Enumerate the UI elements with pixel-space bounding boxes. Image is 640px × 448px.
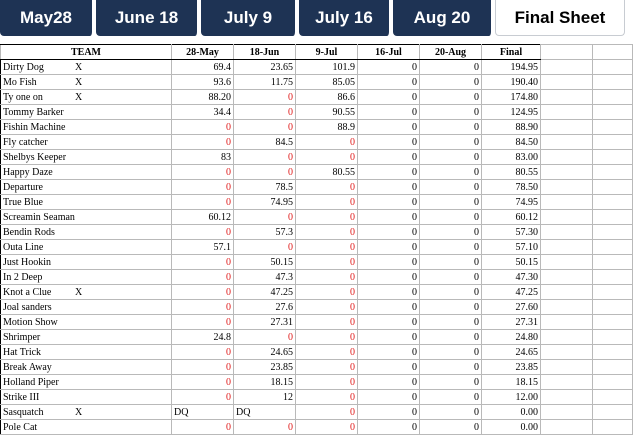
empty-cell[interactable] [593, 60, 633, 75]
score-cell[interactable]: 0 [296, 390, 358, 405]
score-cell[interactable]: DQ [234, 405, 296, 420]
score-cell[interactable]: 86.6 [296, 90, 358, 105]
empty-cell[interactable] [593, 135, 633, 150]
table-row [1, 315, 633, 330]
table-row [1, 135, 633, 150]
score-cell[interactable]: 0 [420, 195, 482, 210]
score-cell[interactable]: 0 [358, 315, 420, 330]
score-cell[interactable]: 85.05 [296, 75, 358, 90]
final-score-cell[interactable]: 57.10 [482, 240, 541, 255]
score-cell[interactable]: 47.3 [234, 270, 296, 285]
empty-cell[interactable] [593, 315, 633, 330]
empty-cell[interactable] [593, 405, 633, 420]
team-cell[interactable] [1, 270, 172, 285]
score-cell[interactable]: 0 [296, 330, 358, 345]
score-cell[interactable]: 0 [420, 345, 482, 360]
header-team: TEAM [1, 45, 172, 60]
score-cell[interactable]: 0 [234, 90, 296, 105]
score-cell[interactable]: 0 [420, 300, 482, 315]
header-20-aug: 20-Aug [420, 45, 482, 60]
team-name: Bendin Rods [3, 226, 55, 238]
empty-cell[interactable] [541, 345, 593, 360]
empty-cell[interactable] [593, 300, 633, 315]
score-cell[interactable]: 0 [358, 150, 420, 165]
empty-cell[interactable] [593, 330, 633, 345]
empty-cell[interactable] [593, 420, 633, 435]
team-name: Fishin Machine [3, 121, 66, 133]
score-cell[interactable]: 88.20 [172, 90, 234, 105]
final-score-cell[interactable]: 194.95 [482, 60, 541, 75]
team-cell[interactable] [1, 405, 172, 420]
score-cell[interactable]: 0 [296, 255, 358, 270]
score-cell[interactable]: 0 [420, 180, 482, 195]
team-name: True Blue [3, 196, 43, 208]
score-cell[interactable]: 0 [234, 165, 296, 180]
empty-cell[interactable] [541, 300, 593, 315]
score-cell[interactable]: 0 [358, 420, 420, 435]
table-row [1, 165, 633, 180]
score-cell[interactable]: 0 [420, 75, 482, 90]
score-cell[interactable]: 27.6 [234, 300, 296, 315]
score-cell[interactable]: 0 [358, 180, 420, 195]
score-cell[interactable]: 34.4 [172, 105, 234, 120]
team-name: Shrimper [3, 331, 41, 343]
table-row [1, 225, 633, 240]
team-name: Knot a Clue [3, 286, 52, 298]
score-cell[interactable]: 0 [172, 120, 234, 135]
header-final: Final [482, 45, 541, 60]
empty-cell[interactable] [541, 360, 593, 375]
empty-cell[interactable] [541, 45, 593, 60]
empty-cell[interactable] [593, 255, 633, 270]
empty-cell[interactable] [593, 225, 633, 240]
empty-cell[interactable] [541, 390, 593, 405]
score-cell[interactable]: 0 [234, 105, 296, 120]
team-mark: X [75, 286, 83, 298]
team-name: Motion Show [3, 316, 58, 328]
team-cell[interactable] [1, 105, 172, 120]
team-cell[interactable] [1, 285, 172, 300]
table-row [1, 150, 633, 165]
empty-cell[interactable] [593, 105, 633, 120]
score-cell[interactable]: 69.4 [172, 60, 234, 75]
team-cell[interactable] [1, 60, 172, 75]
empty-cell[interactable] [541, 315, 593, 330]
empty-cell[interactable] [541, 105, 593, 120]
score-cell[interactable]: 88.9 [296, 120, 358, 135]
final-score-cell[interactable]: 12.00 [482, 390, 541, 405]
team-cell[interactable] [1, 420, 172, 435]
empty-cell[interactable] [541, 285, 593, 300]
team-name: Break Away [3, 361, 52, 373]
team-cell[interactable] [1, 120, 172, 135]
score-cell[interactable]: 0 [358, 195, 420, 210]
team-name: Ty one on [3, 91, 43, 103]
spreadsheet-grid [0, 44, 633, 435]
score-cell[interactable]: 0 [358, 90, 420, 105]
team-cell[interactable] [1, 330, 172, 345]
team-cell[interactable] [1, 360, 172, 375]
score-cell[interactable]: 80.55 [296, 165, 358, 180]
score-cell[interactable]: 0 [420, 330, 482, 345]
score-cell[interactable]: 0 [420, 240, 482, 255]
final-score-cell[interactable]: 0.00 [482, 420, 541, 435]
score-cell[interactable]: 0 [172, 180, 234, 195]
header-16-jul: 16-Jul [358, 45, 420, 60]
score-cell[interactable]: 0 [420, 225, 482, 240]
score-cell[interactable]: 18.15 [234, 375, 296, 390]
score-cell[interactable]: 60.12 [172, 210, 234, 225]
team-mark: X [75, 61, 83, 73]
empty-cell[interactable] [593, 210, 633, 225]
tab-july-16[interactable]: July 16 [299, 0, 391, 36]
table-row [1, 375, 633, 390]
empty-cell[interactable] [593, 180, 633, 195]
score-cell[interactable]: 0 [296, 345, 358, 360]
table-row [1, 345, 633, 360]
score-cell[interactable]: 0 [358, 270, 420, 285]
score-cell[interactable]: 24.8 [172, 330, 234, 345]
score-cell[interactable]: 0 [296, 375, 358, 390]
score-cell[interactable]: 0 [420, 210, 482, 225]
tab-final-sheet[interactable]: Final Sheet [495, 0, 625, 36]
score-cell[interactable]: 0 [172, 165, 234, 180]
score-cell[interactable]: 0 [420, 150, 482, 165]
team-cell[interactable] [1, 300, 172, 315]
score-cell[interactable]: 0 [172, 270, 234, 285]
score-cell[interactable]: 74.95 [234, 195, 296, 210]
team-cell[interactable] [1, 225, 172, 240]
score-cell[interactable]: 0 [420, 90, 482, 105]
team-name: Strike III [3, 391, 40, 403]
team-mark: X [75, 406, 83, 418]
table-row [1, 180, 633, 195]
score-cell[interactable]: 0 [358, 75, 420, 90]
score-cell[interactable]: 0 [296, 225, 358, 240]
tab-may28[interactable]: May28 [0, 0, 94, 36]
team-name: Fly catcher [3, 136, 48, 148]
final-score-cell[interactable]: 47.30 [482, 270, 541, 285]
score-cell[interactable]: 0 [234, 150, 296, 165]
score-cell[interactable]: 0 [358, 375, 420, 390]
table-row [1, 360, 633, 375]
empty-cell[interactable] [541, 330, 593, 345]
tab-july-9[interactable]: July 9 [201, 0, 297, 36]
tab-june-18[interactable]: June 18 [96, 0, 199, 36]
table-row [1, 195, 633, 210]
score-cell[interactable]: 0 [420, 165, 482, 180]
final-score-cell[interactable]: 50.15 [482, 255, 541, 270]
empty-cell[interactable] [541, 195, 593, 210]
sheet-tab-bar [0, 0, 640, 40]
empty-cell[interactable] [541, 60, 593, 75]
empty-cell[interactable] [541, 405, 593, 420]
score-cell[interactable]: 0 [420, 315, 482, 330]
team-name: Holland Piper [3, 376, 59, 388]
score-cell[interactable]: 0 [420, 135, 482, 150]
empty-cell[interactable] [541, 270, 593, 285]
score-cell[interactable]: 0 [420, 285, 482, 300]
score-cell[interactable]: 0 [420, 360, 482, 375]
team-name: Tommy Barker [3, 106, 64, 118]
score-cell[interactable]: 0 [296, 150, 358, 165]
score-cell[interactable]: 0 [296, 270, 358, 285]
table-row [1, 390, 633, 405]
empty-cell[interactable] [593, 360, 633, 375]
score-cell[interactable]: 47.25 [234, 285, 296, 300]
score-cell[interactable]: 101.9 [296, 60, 358, 75]
score-cell[interactable]: 0 [420, 60, 482, 75]
empty-cell[interactable] [593, 120, 633, 135]
score-cell[interactable]: 0 [172, 135, 234, 150]
final-score-cell[interactable]: 23.85 [482, 360, 541, 375]
table-row [1, 285, 633, 300]
team-cell[interactable] [1, 165, 172, 180]
empty-cell[interactable] [593, 150, 633, 165]
empty-cell[interactable] [541, 255, 593, 270]
score-cell[interactable]: 0 [358, 60, 420, 75]
score-cell[interactable]: 0 [358, 360, 420, 375]
team-cell[interactable] [1, 90, 172, 105]
score-cell[interactable]: 0 [420, 270, 482, 285]
final-score-cell[interactable]: 74.95 [482, 195, 541, 210]
score-cell[interactable]: 93.6 [172, 75, 234, 90]
score-cell[interactable]: 0 [234, 240, 296, 255]
score-cell[interactable]: 0 [358, 390, 420, 405]
table-row [1, 90, 633, 105]
score-cell[interactable]: 0 [296, 405, 358, 420]
score-cell[interactable]: 0 [358, 255, 420, 270]
table-row [1, 75, 633, 90]
score-cell[interactable]: 0 [358, 240, 420, 255]
score-cell[interactable]: 23.65 [234, 60, 296, 75]
score-cell[interactable]: 0 [172, 375, 234, 390]
score-cell[interactable]: 0 [420, 375, 482, 390]
score-cell[interactable]: 0 [172, 300, 234, 315]
final-score-cell[interactable]: 174.80 [482, 90, 541, 105]
team-name: Hat Trick [3, 346, 42, 358]
team-cell[interactable] [1, 75, 172, 90]
score-cell[interactable]: 0 [358, 330, 420, 345]
table-row [1, 300, 633, 315]
empty-cell[interactable] [541, 420, 593, 435]
team-cell[interactable] [1, 195, 172, 210]
team-cell[interactable] [1, 150, 172, 165]
team-cell[interactable] [1, 255, 172, 270]
table-row [1, 60, 633, 75]
final-score-cell[interactable]: 27.31 [482, 315, 541, 330]
empty-cell[interactable] [541, 375, 593, 390]
final-score-cell[interactable]: 83.00 [482, 150, 541, 165]
final-score-cell[interactable]: 190.40 [482, 75, 541, 90]
empty-cell[interactable] [541, 120, 593, 135]
score-cell[interactable]: 78.5 [234, 180, 296, 195]
score-cell[interactable]: 0 [234, 120, 296, 135]
empty-cell[interactable] [593, 390, 633, 405]
score-cell[interactable]: 0 [234, 210, 296, 225]
header-9-jul: 9-Jul [296, 45, 358, 60]
score-cell[interactable]: 12 [234, 390, 296, 405]
score-cell[interactable]: 0 [296, 420, 358, 435]
empty-cell[interactable] [541, 150, 593, 165]
empty-cell[interactable] [593, 285, 633, 300]
final-score-cell[interactable]: 0.00 [482, 405, 541, 420]
score-cell[interactable]: 0 [420, 420, 482, 435]
table-row [1, 255, 633, 270]
team-name: Dirty Dog [3, 61, 44, 73]
score-cell[interactable]: DQ [172, 405, 234, 420]
score-cell[interactable]: 84.5 [234, 135, 296, 150]
score-cell[interactable]: 0 [358, 135, 420, 150]
score-cell[interactable]: 0 [172, 390, 234, 405]
score-cell[interactable]: 0 [296, 315, 358, 330]
empty-cell[interactable] [541, 180, 593, 195]
empty-cell[interactable] [593, 240, 633, 255]
score-cell[interactable]: 0 [296, 210, 358, 225]
score-cell[interactable]: 0 [172, 225, 234, 240]
team-mark: X [75, 91, 83, 103]
table-row [1, 270, 633, 285]
team-name: Joal sanders [3, 301, 52, 313]
table-row [1, 210, 633, 225]
score-cell[interactable]: 0 [296, 285, 358, 300]
final-score-cell[interactable]: 78.50 [482, 180, 541, 195]
team-mark: X [75, 76, 83, 88]
empty-cell[interactable] [593, 345, 633, 360]
empty-cell[interactable] [541, 210, 593, 225]
score-cell[interactable]: 50.15 [234, 255, 296, 270]
team-name: Shelbys Keeper [3, 151, 67, 163]
team-cell[interactable] [1, 390, 172, 405]
final-score-cell[interactable]: 60.12 [482, 210, 541, 225]
score-cell[interactable]: 0 [296, 195, 358, 210]
score-cell[interactable]: 0 [296, 180, 358, 195]
empty-cell[interactable] [593, 45, 633, 60]
final-score-cell[interactable]: 24.65 [482, 345, 541, 360]
score-cell[interactable]: 0 [172, 315, 234, 330]
score-cell[interactable]: 57.1 [172, 240, 234, 255]
score-cell[interactable]: 0 [358, 105, 420, 120]
score-cell[interactable]: 0 [172, 345, 234, 360]
empty-cell[interactable] [593, 375, 633, 390]
final-score-cell[interactable]: 57.30 [482, 225, 541, 240]
score-cell[interactable]: 0 [358, 405, 420, 420]
header-28-may: 28-May [172, 45, 234, 60]
score-cell[interactable]: 83 [172, 150, 234, 165]
score-cell[interactable]: 0 [234, 420, 296, 435]
table-row [1, 105, 633, 120]
score-cell[interactable]: 0 [296, 135, 358, 150]
team-cell[interactable] [1, 180, 172, 195]
score-cell[interactable]: 23.85 [234, 360, 296, 375]
score-cell[interactable]: 0 [358, 120, 420, 135]
score-cell[interactable]: 0 [420, 390, 482, 405]
table-row [1, 120, 633, 135]
score-cell[interactable]: 0 [296, 300, 358, 315]
team-name: In 2 Deep [3, 271, 43, 283]
table-row [1, 420, 633, 435]
final-score-cell[interactable]: 84.50 [482, 135, 541, 150]
score-cell[interactable]: 24.65 [234, 345, 296, 360]
score-cell[interactable]: 0 [172, 360, 234, 375]
score-cell[interactable]: 0 [420, 105, 482, 120]
team-cell[interactable] [1, 315, 172, 330]
empty-cell[interactable] [541, 90, 593, 105]
header-18-jun: 18-Jun [234, 45, 296, 60]
final-score-cell[interactable]: 24.80 [482, 330, 541, 345]
team-name: Sasquatch [3, 406, 44, 418]
final-score-cell[interactable]: 88.90 [482, 120, 541, 135]
empty-cell[interactable] [541, 165, 593, 180]
score-cell[interactable]: 11.75 [234, 75, 296, 90]
table-row [1, 240, 633, 255]
table-row [1, 405, 633, 420]
score-cell[interactable]: 0 [358, 300, 420, 315]
score-cell[interactable]: 0 [234, 330, 296, 345]
final-score-cell[interactable]: 47.25 [482, 285, 541, 300]
score-cell[interactable]: 0 [172, 420, 234, 435]
score-cell[interactable]: 90.55 [296, 105, 358, 120]
team-cell[interactable] [1, 240, 172, 255]
score-cell[interactable]: 0 [420, 120, 482, 135]
score-cell[interactable]: 57.3 [234, 225, 296, 240]
score-cell[interactable]: 0 [172, 195, 234, 210]
team-name: Mo Fish [3, 76, 37, 88]
final-score-cell[interactable]: 27.60 [482, 300, 541, 315]
team-name: Happy Daze [3, 166, 53, 178]
score-cell[interactable]: 0 [296, 360, 358, 375]
score-cell[interactable]: 0 [172, 255, 234, 270]
team-cell[interactable] [1, 135, 172, 150]
score-cell[interactable]: 0 [358, 345, 420, 360]
final-score-cell[interactable]: 18.15 [482, 375, 541, 390]
team-name: Screamin Seaman [3, 211, 75, 223]
team-name: Pole Cat [3, 421, 38, 433]
final-score-cell[interactable]: 124.95 [482, 105, 541, 120]
standings-table [0, 44, 633, 435]
empty-cell[interactable] [541, 225, 593, 240]
team-name: Outa Line [3, 241, 44, 253]
empty-cell[interactable] [593, 195, 633, 210]
score-cell[interactable]: 0 [420, 255, 482, 270]
empty-cell[interactable] [593, 165, 633, 180]
score-cell[interactable]: 0 [420, 405, 482, 420]
score-cell[interactable]: 0 [358, 285, 420, 300]
team-name: Just Hookin [3, 256, 52, 268]
team-cell[interactable] [1, 345, 172, 360]
final-score-cell[interactable]: 80.55 [482, 165, 541, 180]
empty-cell[interactable] [593, 75, 633, 90]
empty-cell[interactable] [541, 240, 593, 255]
score-cell[interactable]: 0 [172, 285, 234, 300]
table-row [1, 330, 633, 345]
team-cell[interactable] [1, 375, 172, 390]
score-cell[interactable]: 27.31 [234, 315, 296, 330]
empty-cell[interactable] [593, 90, 633, 105]
header-row [1, 45, 633, 60]
empty-cell[interactable] [541, 75, 593, 90]
team-cell[interactable] [1, 210, 172, 225]
empty-cell[interactable] [593, 270, 633, 285]
score-cell[interactable]: 0 [358, 210, 420, 225]
empty-cell[interactable] [541, 135, 593, 150]
score-cell[interactable]: 0 [296, 240, 358, 255]
team-name: Departure [3, 181, 43, 193]
score-cell[interactable]: 0 [358, 165, 420, 180]
score-cell[interactable]: 0 [358, 225, 420, 240]
tab-aug-20[interactable]: Aug 20 [393, 0, 493, 36]
